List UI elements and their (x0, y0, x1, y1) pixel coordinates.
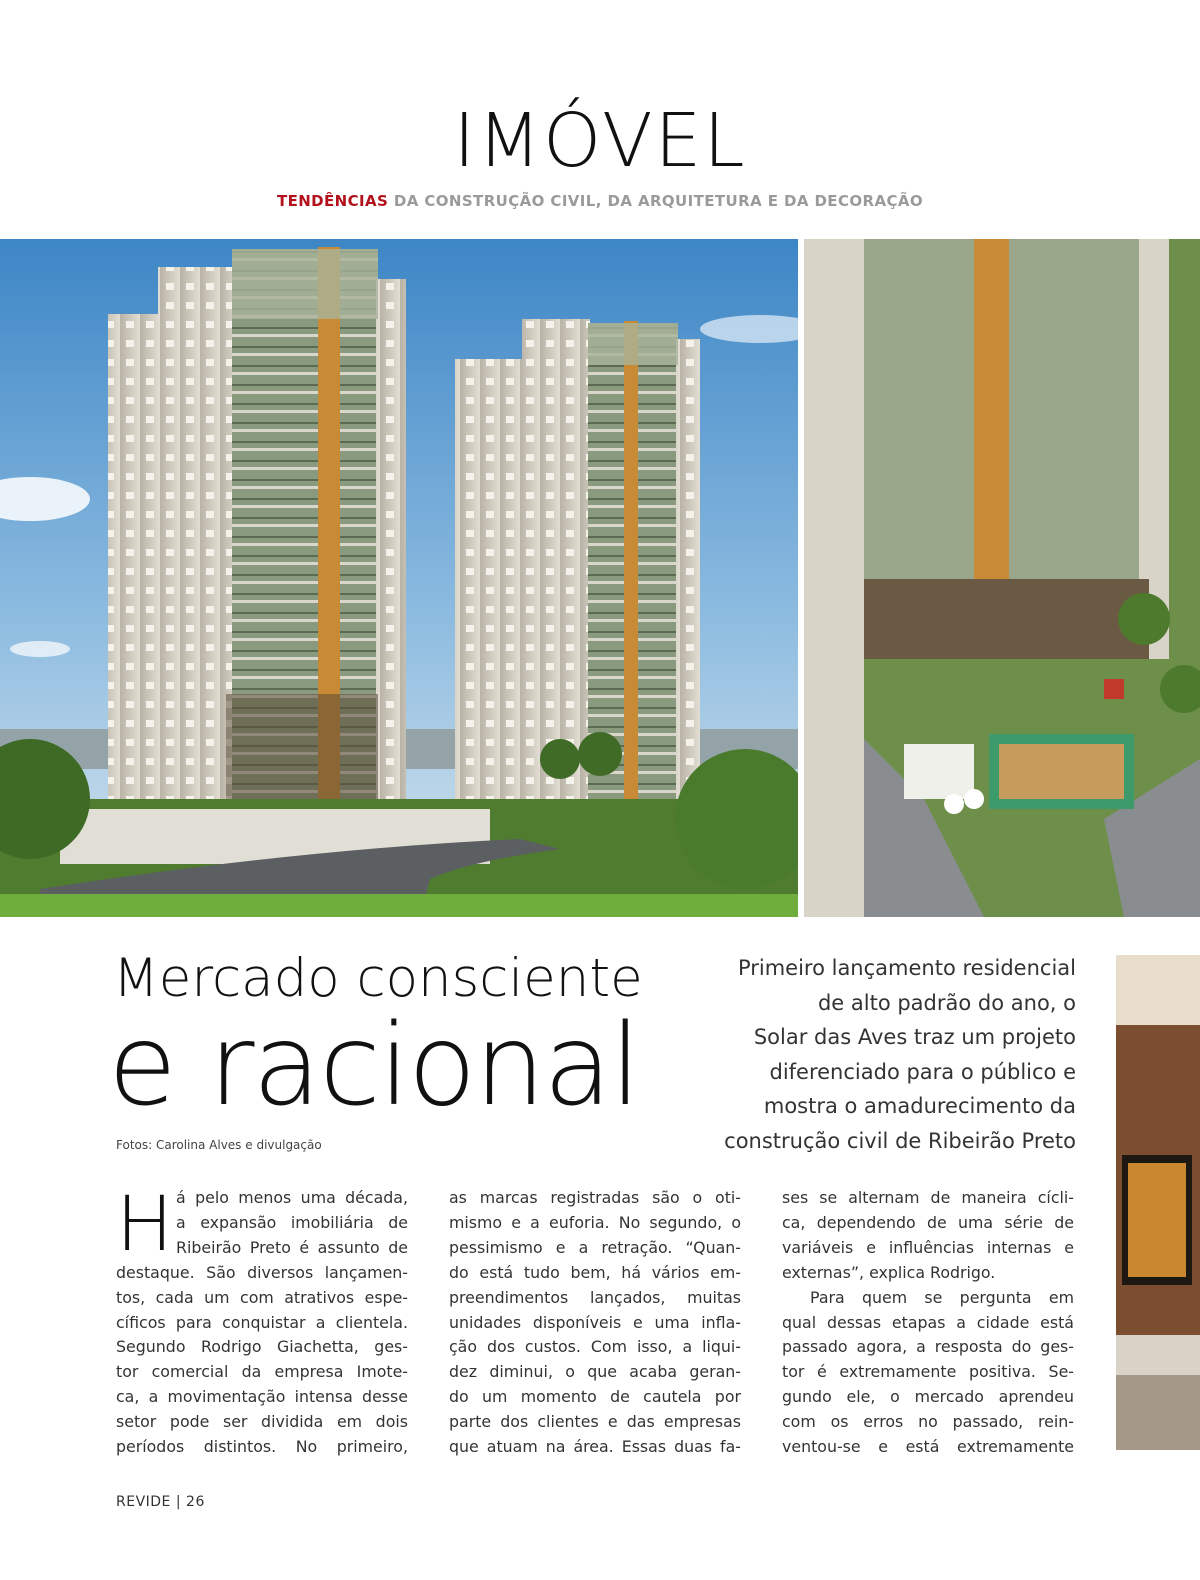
aerial-render-illustration (804, 239, 1200, 917)
body-line: tos, cada um com atrativos espe- (116, 1287, 408, 1307)
towers-render-illustration (0, 239, 798, 917)
body-line: ção dos custos. Com isso, a liqui- (449, 1337, 741, 1357)
body-line: períodos distintos. No primeiro, (116, 1437, 408, 1457)
body-line: do um momento de cautela por (449, 1387, 741, 1407)
body-column-1 (116, 1179, 408, 1460)
body-line: Para quem se pergunta em (810, 1287, 1074, 1307)
body-line: com os erros no passado, rein- (782, 1412, 1074, 1432)
folio-separator: | (175, 1494, 182, 1510)
section-title: IMÓVEL (453, 98, 747, 184)
towers-render-photo (0, 239, 798, 917)
headline-line-2: e racional (108, 1001, 640, 1131)
body-line: Segundo Rodrigo Giachetta, ges- (116, 1337, 408, 1357)
body-line: tor comercial da empresa Imote- (116, 1362, 408, 1382)
body-line: destaque. São diversos lançamen- (116, 1262, 408, 1282)
body-line: cíficos para conquistar a clientela. (116, 1312, 408, 1332)
body-line: parte dos clientes e das empresas (449, 1412, 741, 1432)
body-line: setor pode ser dividida em dois (116, 1412, 408, 1432)
body-line: gundo ele, o mercado aprendeu (782, 1387, 1074, 1407)
photo-credit: Fotos: Carolina Alves e divulgação (116, 1138, 322, 1152)
body-line: ventou-se e está extremamente (782, 1437, 1074, 1457)
body-column-3 (782, 1186, 1074, 1460)
section-subtitle (0, 192, 1200, 210)
body-line: unidades disponíveis e uma infla- (449, 1312, 741, 1332)
body-line: pessimismo e a retração. “Quan- (449, 1237, 741, 1257)
body-line: que atuam na área. Essas duas fa- (449, 1437, 741, 1457)
body-line: a expansão imobiliária de (176, 1212, 408, 1232)
deck-line: Primeiro lançamento residencial (737, 956, 1076, 980)
body-line: do está tudo bem, há vários em- (449, 1262, 741, 1282)
deck-line: diferenciado para o público e (769, 1059, 1076, 1084)
deck-line: construção civil de Ribeirão Preto (724, 1128, 1076, 1153)
drop-cap: H (116, 1179, 174, 1268)
interior-illustration (1116, 955, 1200, 1450)
body-line: Ribeirão Preto é assunto de (176, 1237, 408, 1257)
body-line: tor é extremamente positiva. Se- (782, 1362, 1074, 1382)
page-folio (116, 1494, 205, 1510)
deck-line: de alto padrão do ano, o (817, 990, 1076, 1015)
body-line: externas”, explica Rodrigo. (782, 1262, 996, 1282)
body-line: dez diminui, o que acaba geran- (449, 1362, 741, 1382)
article-deck (656, 951, 1076, 1159)
interior-photo (1116, 955, 1200, 1450)
body-line: ca, a movimentação intensa desse (116, 1387, 408, 1407)
body-column-2 (449, 1186, 741, 1460)
section-subtitle-accent: TENDÊNCIAS (276, 192, 389, 210)
deck-line: Solar das Aves traz um projeto (753, 1025, 1076, 1050)
section-subtitle-rest: DA CONSTRUÇÃO CIVIL, DA ARQUITETURA E DA DECORAÇÃO (393, 192, 924, 210)
body-line: variáveis e influências internas e (782, 1237, 1074, 1257)
headline-line-1: Mercado consciente (113, 948, 643, 1009)
deck-line: mostra o amadurecimento da (763, 1094, 1076, 1119)
body-line: qual dessas etapas a cidade está (782, 1312, 1074, 1332)
body-line: ses se alternam de maneira cícli- (782, 1188, 1074, 1207)
aerial-render-photo (804, 239, 1200, 917)
page-number: 26 (186, 1494, 205, 1510)
body-line: ca, dependendo de uma série de (782, 1212, 1074, 1232)
body-line: as marcas registradas são o oti- (449, 1188, 741, 1207)
body-line: á pelo menos uma década, (176, 1188, 408, 1207)
body-line: preendimentos lançados, muitas (449, 1287, 741, 1307)
magazine-name: REVIDE (116, 1494, 171, 1510)
body-line: passado agora, a resposta do ges- (782, 1337, 1074, 1357)
body-line: mismo e a euforia. No segundo, o (449, 1212, 741, 1232)
